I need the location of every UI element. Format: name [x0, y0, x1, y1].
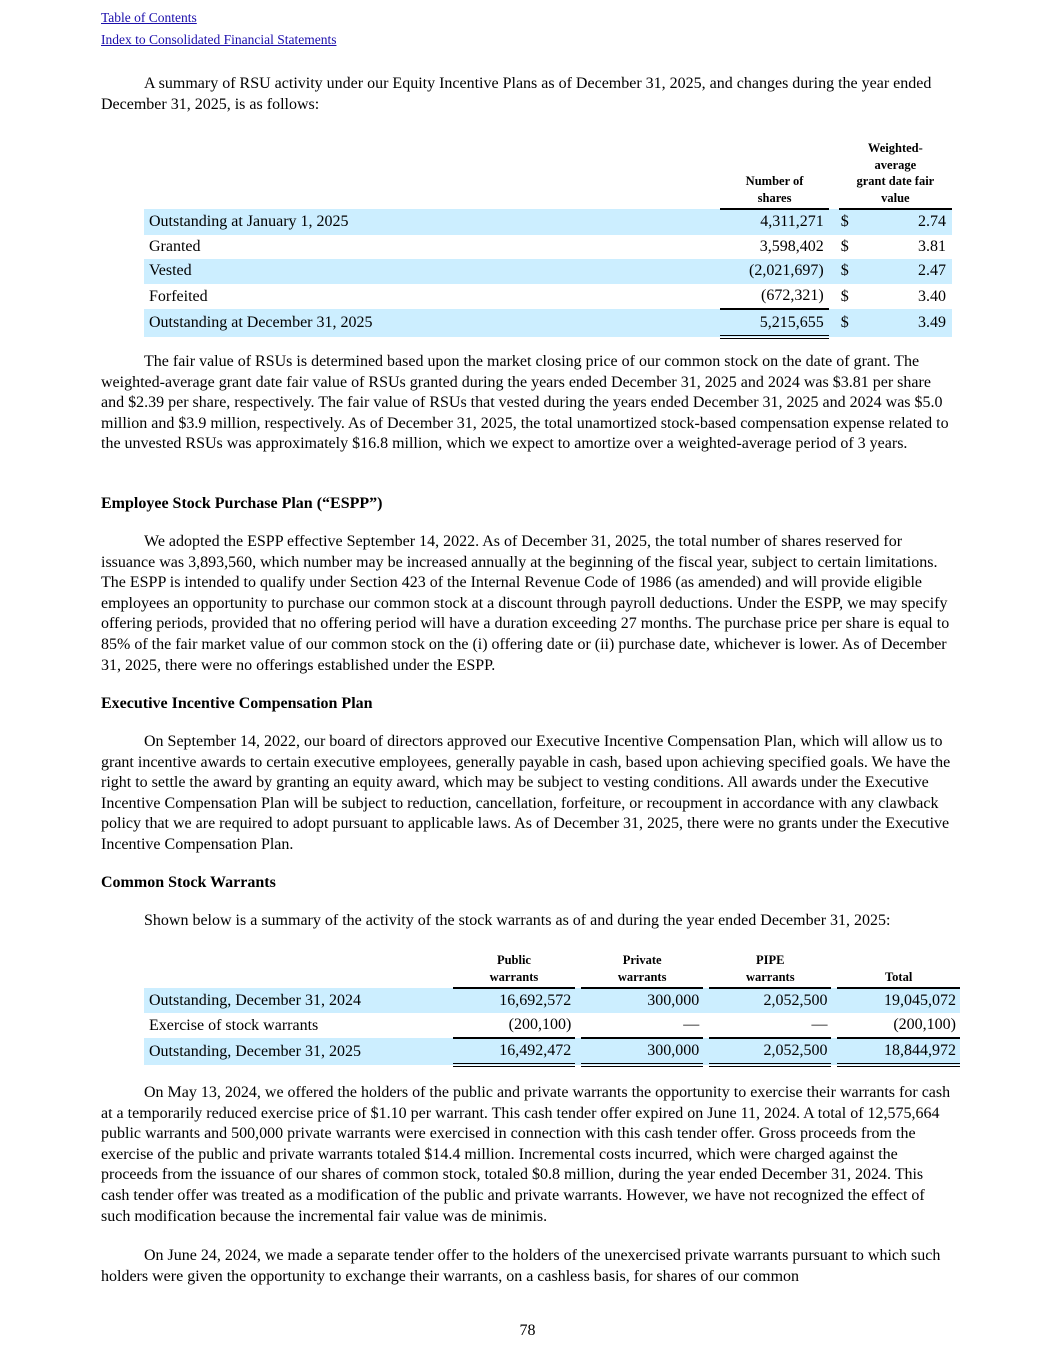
- warrants-activity-table: [144, 952, 960, 1067]
- rsu-fair-value-paragraph: The fair value of RSUs is determined based upon the market closing price of our common stock on the date of grant. The weighted-average grant date fair value of RSUs granted during the years ended December 31, 2025 and 2024 was $3.81 per share and $2.39 per share, respectively. The fair value of RSUs that vested during the years ended December 31, 2025 and 2024 was $5.0 million and $3.9 million, respectively. As of December 31, 2025, the total unamortized stock-based compensation expense related to the unvested RSUs was approximately $16.8 million, which we expect to amortize over a weighted-average period of 3 years.: [101, 353, 949, 453]
- header-public-warrants: Public warrants: [453, 952, 576, 988]
- espp-heading: Employee Stock Purchase Plan (“ESPP”): [101, 495, 383, 512]
- rsu-table-header: [144, 140, 952, 209]
- index-financial-statements-link[interactable]: Index to Consolidated Financial Statements: [101, 32, 337, 47]
- table-of-contents-link[interactable]: Table of Contents: [101, 10, 197, 25]
- table-row: Granted 3,598,402 $ 3.81: [149, 237, 946, 255]
- warrants-heading: Common Stock Warrants: [101, 874, 276, 891]
- table-row: Outstanding at January 1, 2025 4,311,271 $ 2.74: [144, 209, 952, 235]
- page-number: 78: [519, 1322, 536, 1339]
- header-total: Total: [837, 952, 960, 988]
- header-number-of-shares: Number of shares: [720, 140, 828, 209]
- rsu-intro-paragraph: A summary of RSU activity under our Equity Incentive Plans as of December 31, 2025, and changes during the year ended December 31, 2025, is as follows:: [101, 75, 932, 113]
- navigation-links: [101, 7, 336, 51]
- table-row: Outstanding at December 31, 2025 5,215,655 $ 3.49: [144, 309, 952, 337]
- header-weighted-average-value: Weighted- average grant date fair value: [839, 140, 952, 209]
- header-private-warrants: Private warrants: [581, 952, 703, 988]
- table-row: Vested (2,021,697) $ 2.47: [144, 259, 952, 284]
- table-row: Outstanding, December 31, 2025 16,492,472 300,000 2,052,500 18,844,972: [144, 1038, 960, 1065]
- cash-tender-offer-paragraph: On May 13, 2024, we offered the holders of the public and private warrants the opportunity to exercise their warrants for cash at a temporarily reduced exercise price of $1.10 per warrant. This cash tender offer expired on June 11, 2024. A total of 12,575,664 public warrants and 500,000 private warrants were exercised in connection with this cash tender offer. Gross proceeds from the exercise of the public and private warrants totaled $14.4 million. Incremental costs incurred, which were charged against the proceeds from the issuance of our shares of common stock, totaled $0.8 million, during the year ended December 31, 2024. This cash tender offer was treated as a modification of the public and private warrants. However, we have not recognized the effect of such modification because the incremental fair value was de minimis.: [101, 1084, 951, 1225]
- espp-paragraph: We adopted the ESPP effective September 14, 2022. As of December 31, 2025, the total number of shares reserved for issuance was 3,893,560, which number may be increased annually at the beginning of the fiscal year, subject to certain limitations. The ESPP is intended to qualify under Section 423 of the Internal Revenue Code of 1986 (as amended) and will provide eligible employees an opportunity to purchase our common stock at a discount through payroll deductions. Under the ESPP, we may specify offering periods, provided that no offering period will have a duration exceeding 27 months. The purchase price per share is equal to 85% of the fair market value of our common stock on the (i) offering date or (ii) purchase date, whichever is lower. As of December 31, 2025, there were no offerings established under the ESPP.: [101, 533, 950, 674]
- table-row: Exercise of stock warrants (200,100) — — (200,100): [144, 1013, 960, 1038]
- eicp-paragraph: On September 14, 2022, our board of directors approved our Executive Incentive Compensation Plan, which will allow us to grant incentive awards to certain executive employees, generally payable in cash, based upon achieving specified goals. We have the right to settle the award by granting an equity award, which may be subject to vesting conditions. All awards under the Executive Incentive Compensation Plan will be subject to reduction, cancellation, forfeiture, or recoupment in accordance with any clawback policy that we are required to adopt pursuant to applicable laws. As of December 31, 2025, there were no grants under the Executive Incentive Compensation Plan.: [101, 733, 951, 853]
- exchange-tender-offer-paragraph: On June 24, 2024, we made a separate tender offer to the holders of the unexercised private warrants pursuant to which such holders were given the opportunity to exchange their warrants, on a cashless basis, for shares of our common: [101, 1247, 941, 1285]
- eicp-heading: Executive Incentive Compensation Plan: [101, 695, 373, 712]
- rsu-activity-table: [144, 140, 952, 339]
- header-pipe-warrants: PIPE warrants: [709, 952, 831, 988]
- table-row: Outstanding, December 31, 2024 16,692,572 300,000 2,052,500 19,045,072: [144, 988, 960, 1013]
- table-row: Forfeited (672,321) $ 3.40: [144, 284, 952, 310]
- warrants-intro-paragraph: Shown below is a summary of the activity of the stock warrants as of and during the year ended December 31, 2025:: [144, 912, 891, 929]
- warrants-table-header: [144, 952, 960, 988]
